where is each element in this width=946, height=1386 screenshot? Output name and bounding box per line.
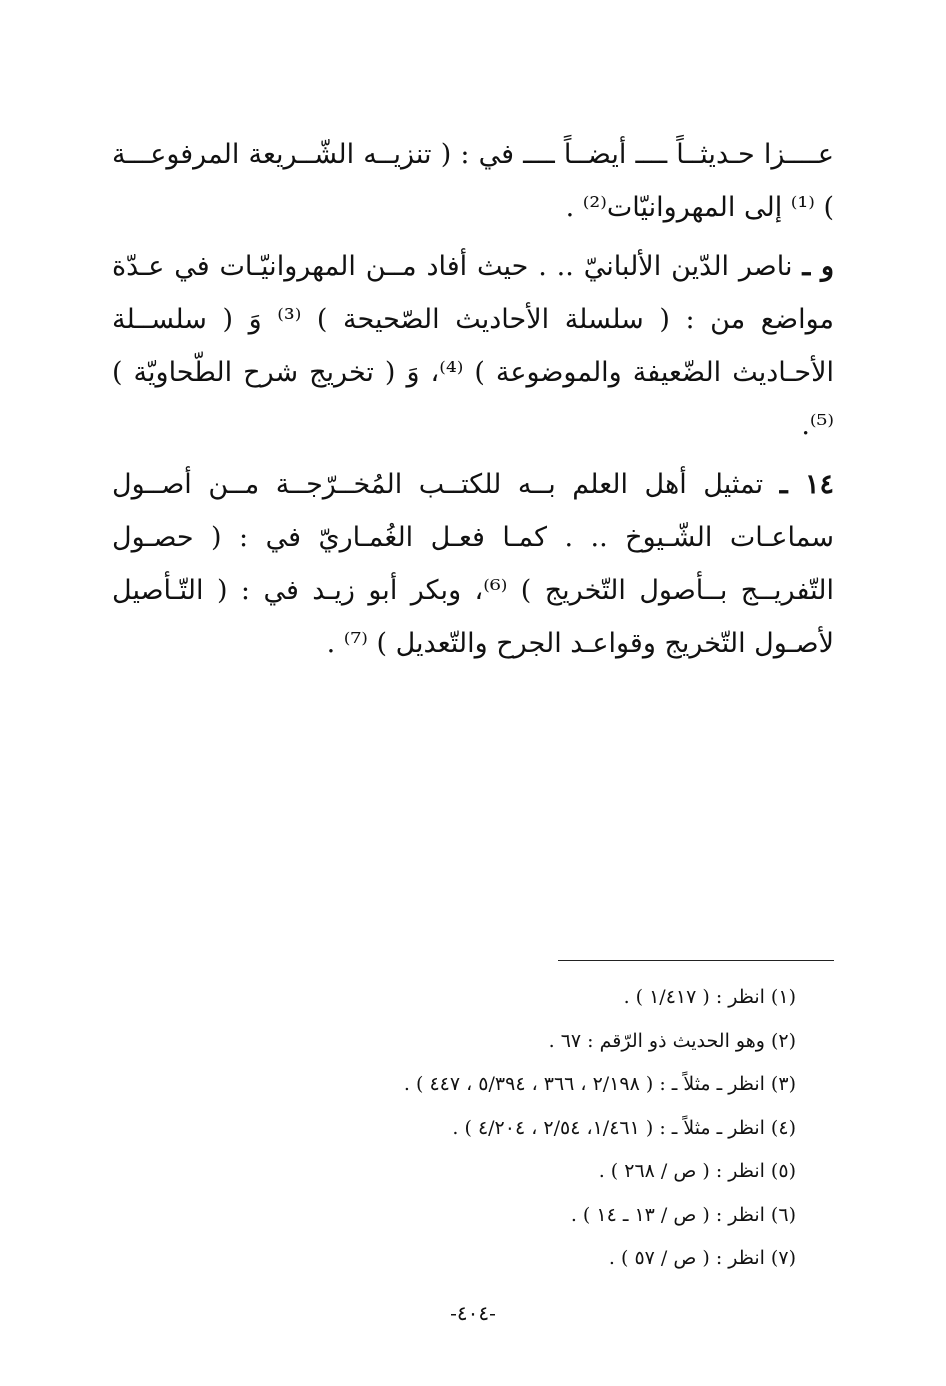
main-text [112, 128, 834, 670]
paragraph-marker: ١٤ ـ [779, 469, 834, 500]
paragraph-3 [112, 458, 834, 670]
paragraph-text: ناصر الدّين الألبانيّ .. . حيث أفاد مــن المهروانيّـات في عـدّة مواضع من : ( سلسلة الأحاديث الصّحيحة ) ⁽³⁾ وَ ( سلســلة الأحـاديث الضّعيفة والموضوعة ) ⁽⁴⁾، وَ ( تخريج شرح الطّحاويّة )⁽⁵⁾. [112, 251, 834, 441]
footnote-item: (٢) وهو الحديث ذو الرّقم : ٦٧ . [548, 1029, 796, 1052]
footnote-item: (٦) انظر : ( ص / ١٣ ـ ١٤ ) . [570, 1203, 796, 1226]
footnote-item: (٧) انظر : ( ص / ٥٧ ) . [608, 1247, 796, 1269]
paragraph-marker: و ـ [802, 251, 834, 282]
paragraph-text: تمثيل أهل العلم بــه للكتــب المُخــرّجــة مــن أصــول سماعـات الشّـيوخ .. . كمـا فعـل الغُمـاريّ في : ( حصـول التّفريــج بــأصول التّخريج ) ⁽⁶⁾، وبكر أبو زيـد في : ( التّـأصيل لأصـول التّخريج وقواعـد الجرح والتّعديل ) ⁽⁷⁾ . [112, 469, 834, 659]
paragraph-text: عــــزا حـديثــاً ــــ أيضــاً ــــ في : ( تنزيــه الشّــريعة المرفوعـــة ) ⁽¹⁾ إلى المهروانيّات⁽²⁾ . [112, 139, 834, 223]
paragraph-1 [112, 128, 834, 234]
footnotes-list [176, 976, 796, 1281]
footnote-divider [558, 960, 834, 961]
paragraph-2 [112, 240, 834, 452]
page-number: -٤٠٤- [450, 1301, 496, 1325]
footnote-item: (١) انظر : ( ١/٤١٧ ) . [623, 986, 796, 1008]
footnote-item: (٥) انظر : ( ص / ٢٦٨ ) . [598, 1160, 796, 1182]
footnote-item: (٣) انظر ـ مثلاً ـ : ( ٢/١٩٨ ، ٣٦٦ ، ٥/٣٩٤ ، ٤٤٧ ) . [403, 1073, 796, 1095]
footnote-item: (٤) انظر ـ مثلاً ـ : ( ١/٤٦١، ٢/٥٤ ، ٤/٢٠٤ ) . [452, 1116, 796, 1139]
